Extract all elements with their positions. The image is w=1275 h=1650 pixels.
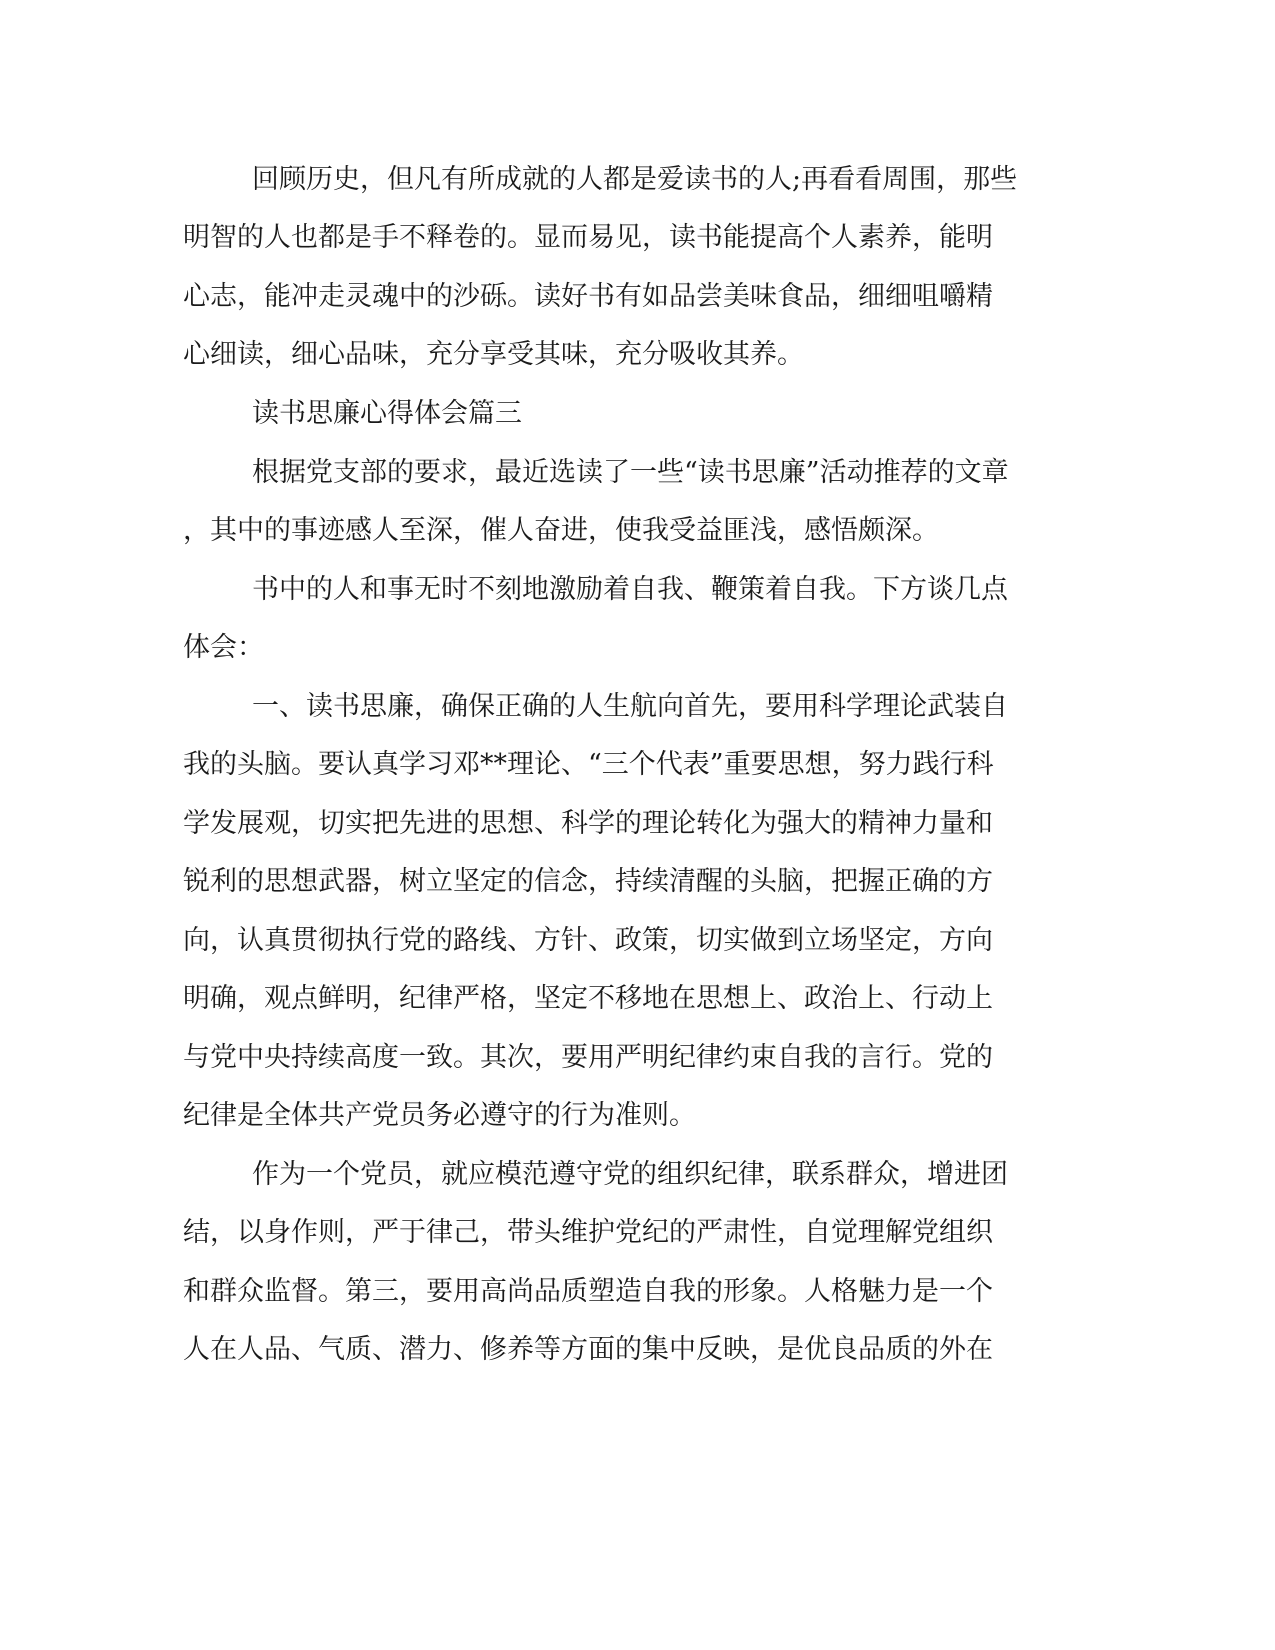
text-line: 一、读书思廉，确保正确的人生航向首先，要用科学理论武装自 <box>252 691 1008 722</box>
text-line: 书中的人和事无时不刻地激励着自我、鞭策着自我。下方谈几点 <box>252 574 1008 605</box>
text-line: 和群众监督。第三，要用高尚品质塑造自我的形象。人格魅力是一个 <box>183 1276 993 1307</box>
text-line: 心细读，细心品味，充分享受其味，充分吸收其养。 <box>183 339 804 370</box>
text-line: ，其中的事迹感人至深，催人奋进，使我受益匪浅，感悟颇深。 <box>183 515 939 546</box>
text-line: 我的头脑。要认真学习邓**理论、“三个代表”重要思想，努力践行科 <box>183 749 994 780</box>
text-line: 结，以身作则，严于律己，带头维护党纪的严肃性，自觉理解党组织 <box>183 1217 993 1248</box>
text-line: 体会： <box>183 632 264 663</box>
text-line: 人在人品、气质、潜力、修养等方面的集中反映，是优良品质的外在 <box>183 1334 993 1365</box>
text-line: 心志，能冲走灵魂中的沙砾。读好书有如品尝美味食品，细细咀嚼精 <box>183 281 993 312</box>
section-heading: 读书思廉心得体会篇三 <box>252 398 522 429</box>
text-line: 与党中央持续高度一致。其次，要用严明纪律约束自我的言行。党的 <box>183 1042 993 1073</box>
text-line: 纪律是全体共产党员务必遵守的行为准则。 <box>183 1100 696 1131</box>
text-line: 学发展观，切实把先进的思想、科学的理论转化为强大的精神力量和 <box>183 808 993 839</box>
text-line: 回顾历史，但凡有所成就的人都是爱读书的人;再看看周围，那些 <box>252 164 1018 195</box>
text-line: 根据党支部的要求，最近选读了一些“读书思廉”活动推荐的文章 <box>252 457 1009 488</box>
text-line: 向，认真贯彻执行党的路线、方针、政策，切实做到立场坚定，方向 <box>183 925 993 956</box>
text-line: 明确，观点鲜明，纪律严格，坚定不移地在思想上、政治上、行动上 <box>183 983 993 1014</box>
text-line: 锐利的思想武器，树立坚定的信念，持续清醒的头脑，把握正确的方 <box>183 866 993 897</box>
text-line: 作为一个党员，就应模范遵守党的组织纪律，联系群众，增进团 <box>252 1159 1008 1190</box>
text-line: 明智的人也都是手不释卷的。显而易见，读书能提高个人素养，能明 <box>183 222 993 253</box>
